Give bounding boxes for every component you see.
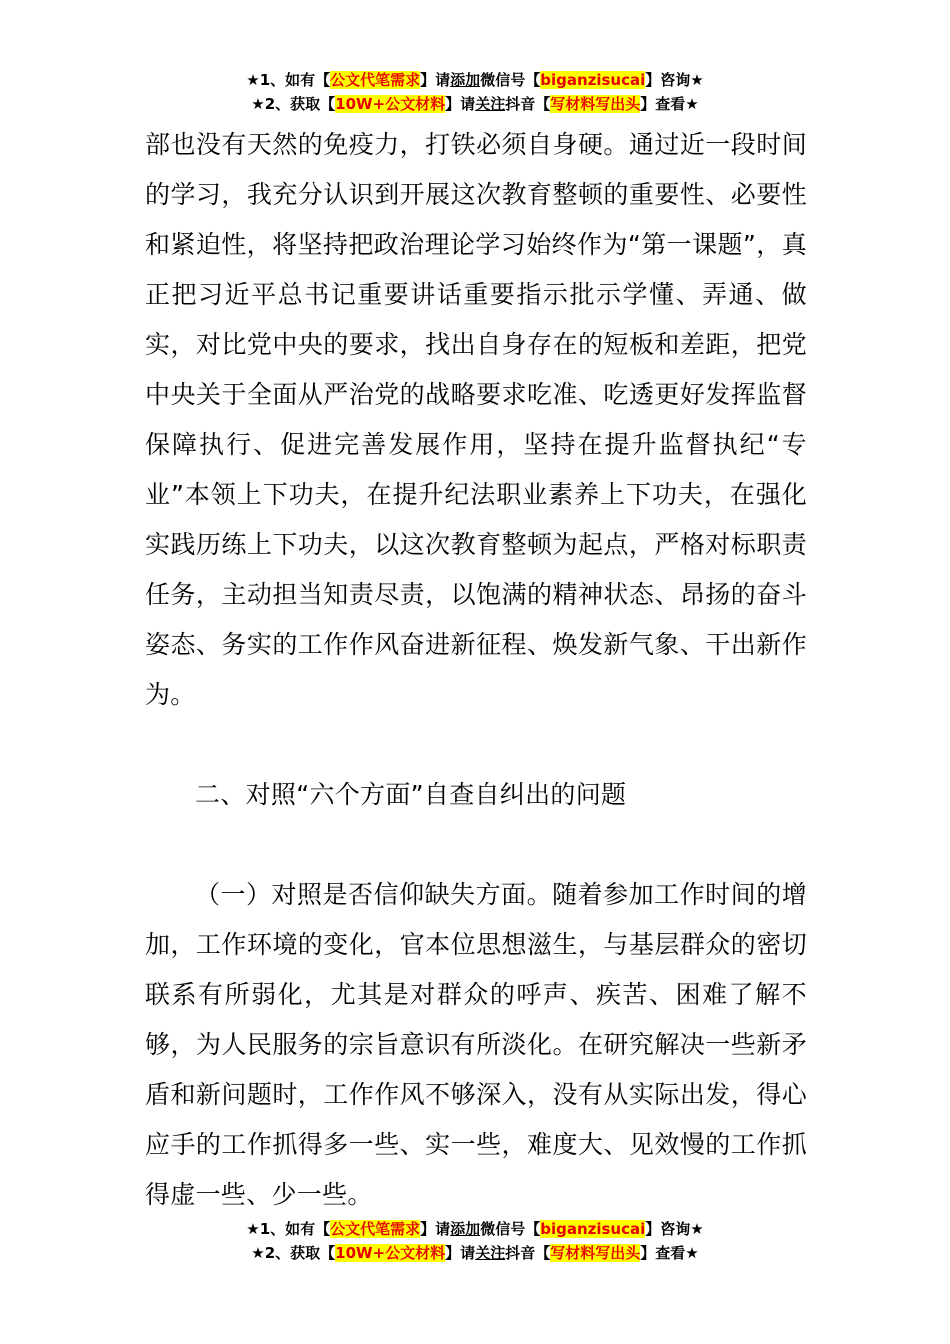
highlight-service: 公文代笔需求: [330, 71, 421, 89]
banner-text: 】请: [445, 95, 476, 113]
highlight-wechat-id: biganzisucai: [540, 1220, 646, 1238]
banner-text: 微信号【: [480, 71, 541, 89]
highlight-douyin-id: 写材料写出头: [550, 1244, 641, 1262]
banner-text: 】咨询: [645, 71, 691, 89]
banner-text: 1、如有【: [259, 71, 331, 89]
banner-line-2: [0, 92, 950, 116]
banner-text: 】查看: [640, 1244, 686, 1262]
banner-line-1: [0, 68, 950, 92]
banner-text: 1、如有【: [259, 1220, 331, 1238]
banner-text: 微信号【: [480, 1220, 541, 1238]
banner-text: 抖音【: [505, 1244, 551, 1262]
star-icon: ★: [251, 1244, 265, 1262]
star-icon: ★: [690, 1220, 704, 1238]
banner-line-2: [0, 1241, 950, 1265]
highlight-wechat-id: biganzisucai: [540, 71, 646, 89]
underlined-add: 添加: [450, 1220, 481, 1238]
section-heading: 二、对照“六个方面”自查自纠出的问题: [195, 780, 627, 809]
banner-text: 】请: [420, 71, 451, 89]
highlight-douyin-id: 写材料写出头: [550, 95, 641, 113]
underlined-follow: 关注: [475, 95, 506, 113]
banner-text: 】咨询: [645, 1220, 691, 1238]
underlined-follow: 关注: [475, 1244, 506, 1262]
star-icon: ★: [246, 71, 260, 89]
footer-banner: [0, 1217, 950, 1265]
document-body: [145, 120, 807, 1220]
star-icon: ★: [690, 71, 704, 89]
star-icon: ★: [685, 1244, 699, 1262]
highlight-materials: 10W+公文材料: [335, 1244, 446, 1262]
underlined-add: 添加: [450, 71, 481, 89]
header-banner: [0, 68, 950, 116]
highlight-materials: 10W+公文材料: [335, 95, 446, 113]
banner-text: 2、获取【: [264, 1244, 336, 1262]
banner-text: 抖音【: [505, 95, 551, 113]
star-icon: ★: [251, 95, 265, 113]
highlight-service: 公文代笔需求: [330, 1220, 421, 1238]
paragraph-item-1: （一）对照是否信仰缺失方面。随着参加工作时间的增加，工作环境的变化，官本位思想滋生，与基层群众的密切联系有所弱化，尤其是对群众的呼声、疾苦、困难了解不够，为人民服务的宗旨意识有所淡化。在研究解决一些新矛盾和新问题时，工作作风不够深入，没有从实际出发，得心应手的工作抓得多一些、实一些，难度大、见效慢的工作抓得虚一些、少一些。: [145, 880, 807, 1209]
banner-text: 】请: [420, 1220, 451, 1238]
banner-line-1: [0, 1217, 950, 1241]
star-icon: ★: [685, 95, 699, 113]
banner-text: 2、获取【: [264, 95, 336, 113]
banner-text: 】请: [445, 1244, 476, 1262]
star-icon: ★: [246, 1220, 260, 1238]
paragraph-continued: 部也没有天然的免疫力，打铁必须自身硬。通过近一段时间的学习，我充分认识到开展这次教育整顿的重要性、必要性和紧迫性，将坚持把政治理论学习始终作为“第一课题”，真正把习近平总书记重要讲话重要指示批示学懂、弄通、做实，对比党中央的要求，找出自身存在的短板和差距，把党中央关于全面从严治党的战略要求吃准、吃透更好发挥监督保障执行、促进完善发展作用，坚持在提升监督执纪“专业”本领上下功夫，在提升纪法职业素养上下功夫，在强化实践历练上下功夫，以这次教育整顿为起点，严格对标职责任务，主动担当知责尽责，以饱满的精神状态、昂扬的奋斗姿态、务实的工作作风奋进新征程、焕发新气象、干出新作为。: [145, 130, 807, 709]
banner-text: 】查看: [640, 95, 686, 113]
